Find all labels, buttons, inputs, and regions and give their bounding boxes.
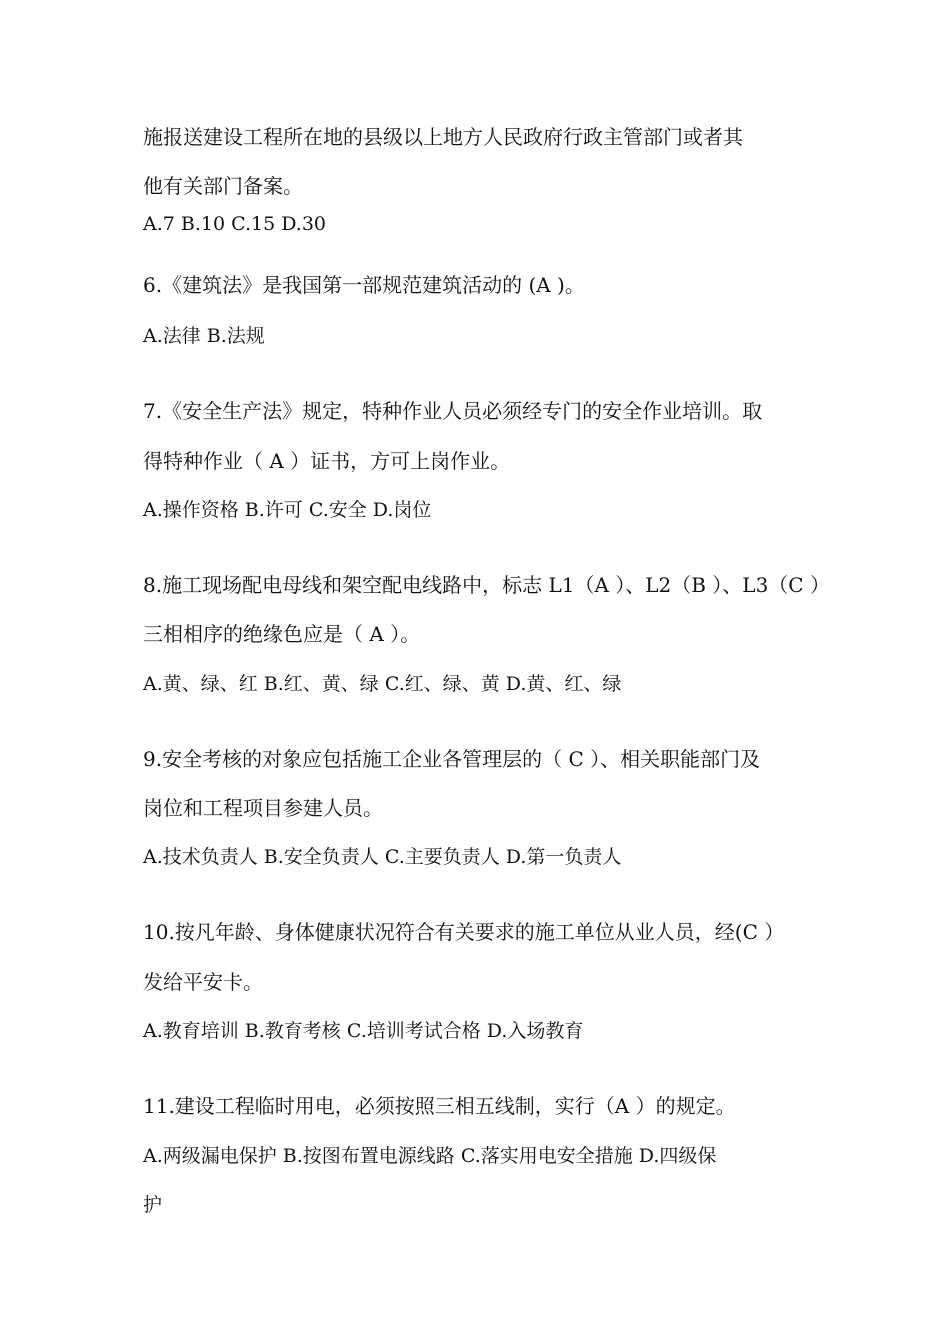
q10-stem-line-1: 10.按凡年龄、身体健康状况符合有关要求的施工单位从业人员，经(C ） — [143, 920, 785, 944]
q10-options: A.教育培训 B.教育考核 C.培训考试合格 D.入场教育 — [143, 1020, 584, 1042]
q6-stem: 6.《建筑法》是我国第一部规范建筑活动的 (A )。 — [143, 273, 585, 297]
q6-options: A.法律 B.法规 — [143, 325, 265, 347]
q11-options-line-2: 护 — [143, 1194, 163, 1216]
q7-stem-line-1: 7.《安全生产法》规定，特种作业人员必须经专门的安全作业培训。取 — [143, 399, 763, 423]
q11-stem: 11.建设工程临时用电，必须按照三相五线制，实行（A ）的规定。 — [143, 1094, 736, 1118]
q11-options-line-1: A.两级漏电保护 B.按图布置电源线路 C.落实用电安全措施 D.四级保 — [143, 1145, 717, 1167]
q5-continuation-line-2: 他有关部门备案。 — [143, 174, 303, 198]
q8-options: A.黄、绿、红 B.红、黄、绿 C.红、绿、黄 D.黄、红、绿 — [143, 673, 622, 695]
q9-options: A.技术负责人 B.安全负责人 C.主要负责人 D.第一负责人 — [143, 846, 622, 868]
q8-stem-line-1: 8.施工现场配电母线和架空配电线路中，标志 L1（A ）、L2（B ）、L3（C ） — [143, 573, 830, 597]
q10-stem-line-2: 发给平安卡。 — [143, 970, 263, 994]
q9-stem-line-2: 岗位和工程项目参建人员。 — [143, 796, 383, 820]
q7-stem-line-2: 得特种作业（ A ）证书，方可上岗作业。 — [143, 449, 511, 473]
q7-options: A.操作资格 B.许可 C.安全 D.岗位 — [143, 499, 432, 521]
q8-stem-line-2: 三相相序的绝缘色应是（ A ）。 — [143, 622, 421, 646]
q5-continuation-line-1: 施报送建设工程所在地的县级以上地方人民政府行政主管部门或者其 — [143, 125, 743, 149]
q9-stem-line-1: 9.安全考核的对象应包括施工企业各管理层的（ C ）、相关职能部门及 — [143, 747, 761, 771]
q5-options: A.7 B.10 C.15 D.30 — [143, 213, 326, 235]
